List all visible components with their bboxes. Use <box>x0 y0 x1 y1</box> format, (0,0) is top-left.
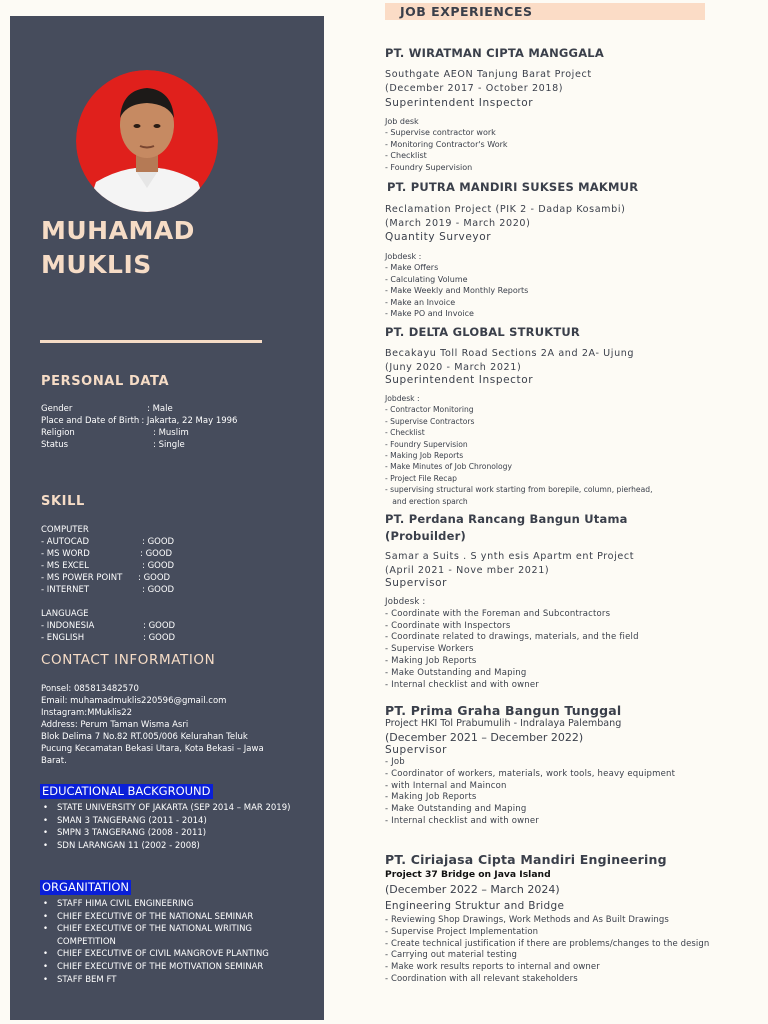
list-item: - Supervise Workers <box>385 644 474 655</box>
job6-project: Project 37 Bridge on Java Island <box>385 869 551 880</box>
list-item: - Calculating Volume <box>385 274 468 284</box>
personal-label: Status <box>41 440 69 450</box>
list-item: - Make work results reports to internal and owner <box>385 962 600 973</box>
job6-role: Engineering Struktur and Bridge <box>385 900 565 912</box>
name-divider <box>40 340 262 343</box>
skill-list <box>41 524 175 644</box>
personal-value: : Single <box>153 440 185 450</box>
job4-company <box>385 511 628 545</box>
skill-label: - INTERNET <box>41 585 90 595</box>
list-item: - Contractor Monitoring <box>385 405 474 415</box>
list-item: - with Internal and Maincon <box>385 780 507 791</box>
list-item: - Making Job Reports <box>385 792 477 803</box>
job1-project-name: Southgate AEON Tanjung Barat Project <box>385 69 592 80</box>
skill-title: SKILL <box>41 494 85 509</box>
list-item: - Carrying out material testing <box>385 950 517 961</box>
list-item: • CHIEF EXECUTIVE OF CIVIL MANGROVE PLANTING <box>41 948 303 961</box>
education-list <box>41 802 291 852</box>
job4-desk <box>385 597 745 691</box>
name-first: MUHAMAD <box>41 216 195 245</box>
job6-company: PT. Ciriajasa Cipta Mandiri Engineering <box>385 852 667 867</box>
list-item: - Make Weekly and Monthly Reports <box>385 286 529 296</box>
language-value: : GOOD <box>143 633 176 643</box>
job2-company: PT. PUTRA MANDIRI SUKSES MAKMUR <box>387 180 639 194</box>
job1-project <box>385 68 685 96</box>
contact-email: Email: muhamadmuklis220596@gmail.com <box>41 696 227 706</box>
skill-value: : GOOD <box>142 561 175 571</box>
personal-data-title: PERSONAL DATA <box>41 374 170 389</box>
job4-role: Supervisor <box>385 577 448 589</box>
skill-value: : GOOD <box>142 537 175 547</box>
job2-project <box>385 203 685 231</box>
job3-desk-title: Jobdesk : <box>385 394 420 403</box>
job3-project <box>385 347 685 375</box>
contact-address: Blok Delima 7 No.82 RT.005/006 Kelurahan Teluk <box>41 732 248 742</box>
skill-value: : GOOD <box>138 573 171 583</box>
list-item: • CHIEF EXECUTIVE OF THE NATIONAL WRITING COMPETITION <box>41 923 303 948</box>
language-label: - ENGLISH <box>41 633 85 643</box>
job4-project <box>385 550 685 578</box>
job5-role: Supervisor <box>385 744 448 756</box>
organization-title: ORGANITATION <box>42 880 129 894</box>
list-item: - Supervise contractor work <box>385 128 496 138</box>
job2-role: Quantity Surveyor <box>385 231 492 243</box>
job6-desk <box>385 915 755 986</box>
contact-instagram: Instagram:MMuklis22 <box>41 708 133 718</box>
job4-company-alias: (Probuilder) <box>385 529 466 543</box>
job-experiences-header <box>385 3 705 20</box>
list-item: - Checklist <box>385 151 427 161</box>
list-item: • CHIEF EXECUTIVE OF THE NATIONAL SEMINAR <box>41 911 303 924</box>
list-item: - Making Job Reports <box>385 655 477 666</box>
list-item: - Make Outstanding and Maping <box>385 667 527 678</box>
language-title: LANGUAGE <box>41 609 89 619</box>
job5-project: Project HKI Tol Prabumulih - Indralaya Palembang <box>385 718 622 729</box>
contact-address: Barat. <box>41 756 67 766</box>
list-item: • SDN LARANGAN 11 (2002 - 2008) <box>41 840 291 853</box>
list-item: - Internal checklist and with owner <box>385 815 539 826</box>
list-item: - Job <box>385 757 405 767</box>
job3-role: Superintendent Inspector <box>385 374 534 386</box>
list-item: - Making Job Reports <box>385 451 464 461</box>
list-item: - Foundry Supervision <box>385 439 468 449</box>
job3-period: (Juny 2020 - March 2021) <box>385 362 522 373</box>
personal-value: : Male <box>147 404 173 414</box>
job2-desk <box>385 251 725 319</box>
job1-period: (December 2017 - October 2018) <box>385 83 564 94</box>
list-item: - Reviewing Shop Drawings, Work Methods and As Built Drawings <box>385 915 669 925</box>
skill-label: - MS EXCEL <box>41 561 89 571</box>
list-item: - Coordinate with the Foreman and Subcontractors <box>385 608 611 619</box>
personal-data-list <box>41 403 237 451</box>
job3-company: PT. DELTA GLOBAL STRUKTUR <box>385 325 580 339</box>
job6-period: (December 2022 – March 2024) <box>385 883 560 896</box>
personal-label: Gender <box>41 404 73 414</box>
list-item: - Supervise Project Implementation <box>385 926 539 937</box>
list-item: - Coordinate with Inspectors <box>385 620 511 631</box>
contact-phone: Ponsel: 085813482570 <box>41 684 139 694</box>
job5-company: PT. Prima Graha Bangun Tunggal <box>385 703 622 718</box>
list-item: • CHIEF EXECUTIVE OF THE MOTIVATION SEMINAR <box>41 961 303 974</box>
list-item: - Project File Recap <box>385 473 457 483</box>
job1-desk-title: Job desk <box>385 117 419 126</box>
language-value: : GOOD <box>143 621 176 631</box>
education-title: EDUCATIONAL BACKGROUND <box>42 784 211 798</box>
job2-project-name: Reclamation Project (PIK 2 - Dadap Kosambi) <box>385 204 626 215</box>
list-item: - Make Outstanding and Maping <box>385 804 527 815</box>
list-item: - Make Offers <box>385 263 439 273</box>
job5-period: (December 2021 – December 2022) <box>385 731 584 744</box>
list-item: • STAFF HIMA CIVIL ENGINEERING <box>41 898 303 911</box>
list-item: - supervising structural work starting from borepile, column, pierhead, <box>385 485 653 495</box>
job1-role: Superintendent Inspector <box>385 97 534 109</box>
person-name <box>41 214 195 282</box>
list-item: - Make an Invoice <box>385 297 456 307</box>
skill-value: : GOOD <box>140 549 173 559</box>
skill-label: - MS WORD <box>41 549 90 559</box>
list-item: - Coordinator of workers, materials, work tools, heavy equipment <box>385 768 676 779</box>
list-item: - Create technical justification if there are problems/changes to the design <box>385 938 710 949</box>
job5-desk <box>385 757 745 828</box>
skill-label: - AUTOCAD <box>41 537 89 547</box>
list-item: and erection sparch <box>385 496 468 506</box>
skill-value: : GOOD <box>142 585 175 595</box>
list-item: • SMAN 3 TANGERANG (2011 - 2014) <box>41 815 291 828</box>
name-last: MUKLIS <box>41 250 152 279</box>
list-item: - Supervise Contractors <box>385 416 475 426</box>
list-item: - Internal checklist and with owner <box>385 679 539 690</box>
contact-list <box>41 683 301 767</box>
list-item: • SMPN 3 TANGERANG (2008 - 2011) <box>41 827 291 840</box>
job2-period: (March 2019 - March 2020) <box>385 218 531 229</box>
list-item: - Make Minutes of Job Chronology <box>385 462 512 472</box>
job-experiences-title: JOB EXPERIENCES <box>400 4 533 19</box>
personal-label: Place and Date of Birth <box>41 416 140 426</box>
job4-company-name: PT. Perdana Rancang Bangun Utama <box>385 512 628 526</box>
list-item: - Coordination with all relevant stakeholders <box>385 973 578 984</box>
list-item: • STATE UNIVERSITY OF JAKARTA (SEP 2014 – MAR 2019) <box>41 802 291 815</box>
list-item: - Coordinate related to drawings, materials, and the field <box>385 632 639 643</box>
list-item: - Foundry Supervision <box>385 162 473 172</box>
job1-desk <box>385 116 725 173</box>
list-item: - Make PO and Invoice <box>385 309 474 319</box>
job1-company: PT. WIRATMAN CIPTA MANGGALA <box>385 46 604 60</box>
job4-period: (April 2021 - Nove mber 2021) <box>385 565 550 576</box>
contact-address: Pucung Kecamatan Bekasi Utara, Kota Bekasi – Jawa <box>41 744 264 754</box>
list-item: - Checklist <box>385 428 425 438</box>
list-item: - Monitoring Contractor's Work <box>385 139 508 149</box>
job4-desk-title: Jobdesk : <box>385 597 426 607</box>
job4-project-name: Samar a Suits . S ynth esis Apartm ent Project <box>385 551 635 562</box>
profile-photo <box>76 70 218 212</box>
skill-label: - MS POWER POINT <box>41 573 123 583</box>
list-item: • STAFF BEM FT <box>41 974 303 987</box>
contact-title: CONTACT INFORMATION <box>41 652 216 668</box>
personal-label: Religion <box>41 428 75 438</box>
job2-desk-title: Jobdesk : <box>385 252 422 261</box>
language-label: - INDONESIA <box>41 621 95 631</box>
computer-title: COMPUTER <box>41 525 89 535</box>
job3-desk <box>385 393 725 507</box>
contact-address: Address: Perum Taman Wisma Asri <box>41 720 189 730</box>
organization-list <box>41 898 303 986</box>
job3-project-name: Becakayu Toll Road Sections 2A and 2A- Ujung <box>385 348 635 359</box>
personal-value: : Muslim <box>153 428 189 438</box>
personal-value: : Jakarta, 22 May 1996 <box>141 416 238 426</box>
